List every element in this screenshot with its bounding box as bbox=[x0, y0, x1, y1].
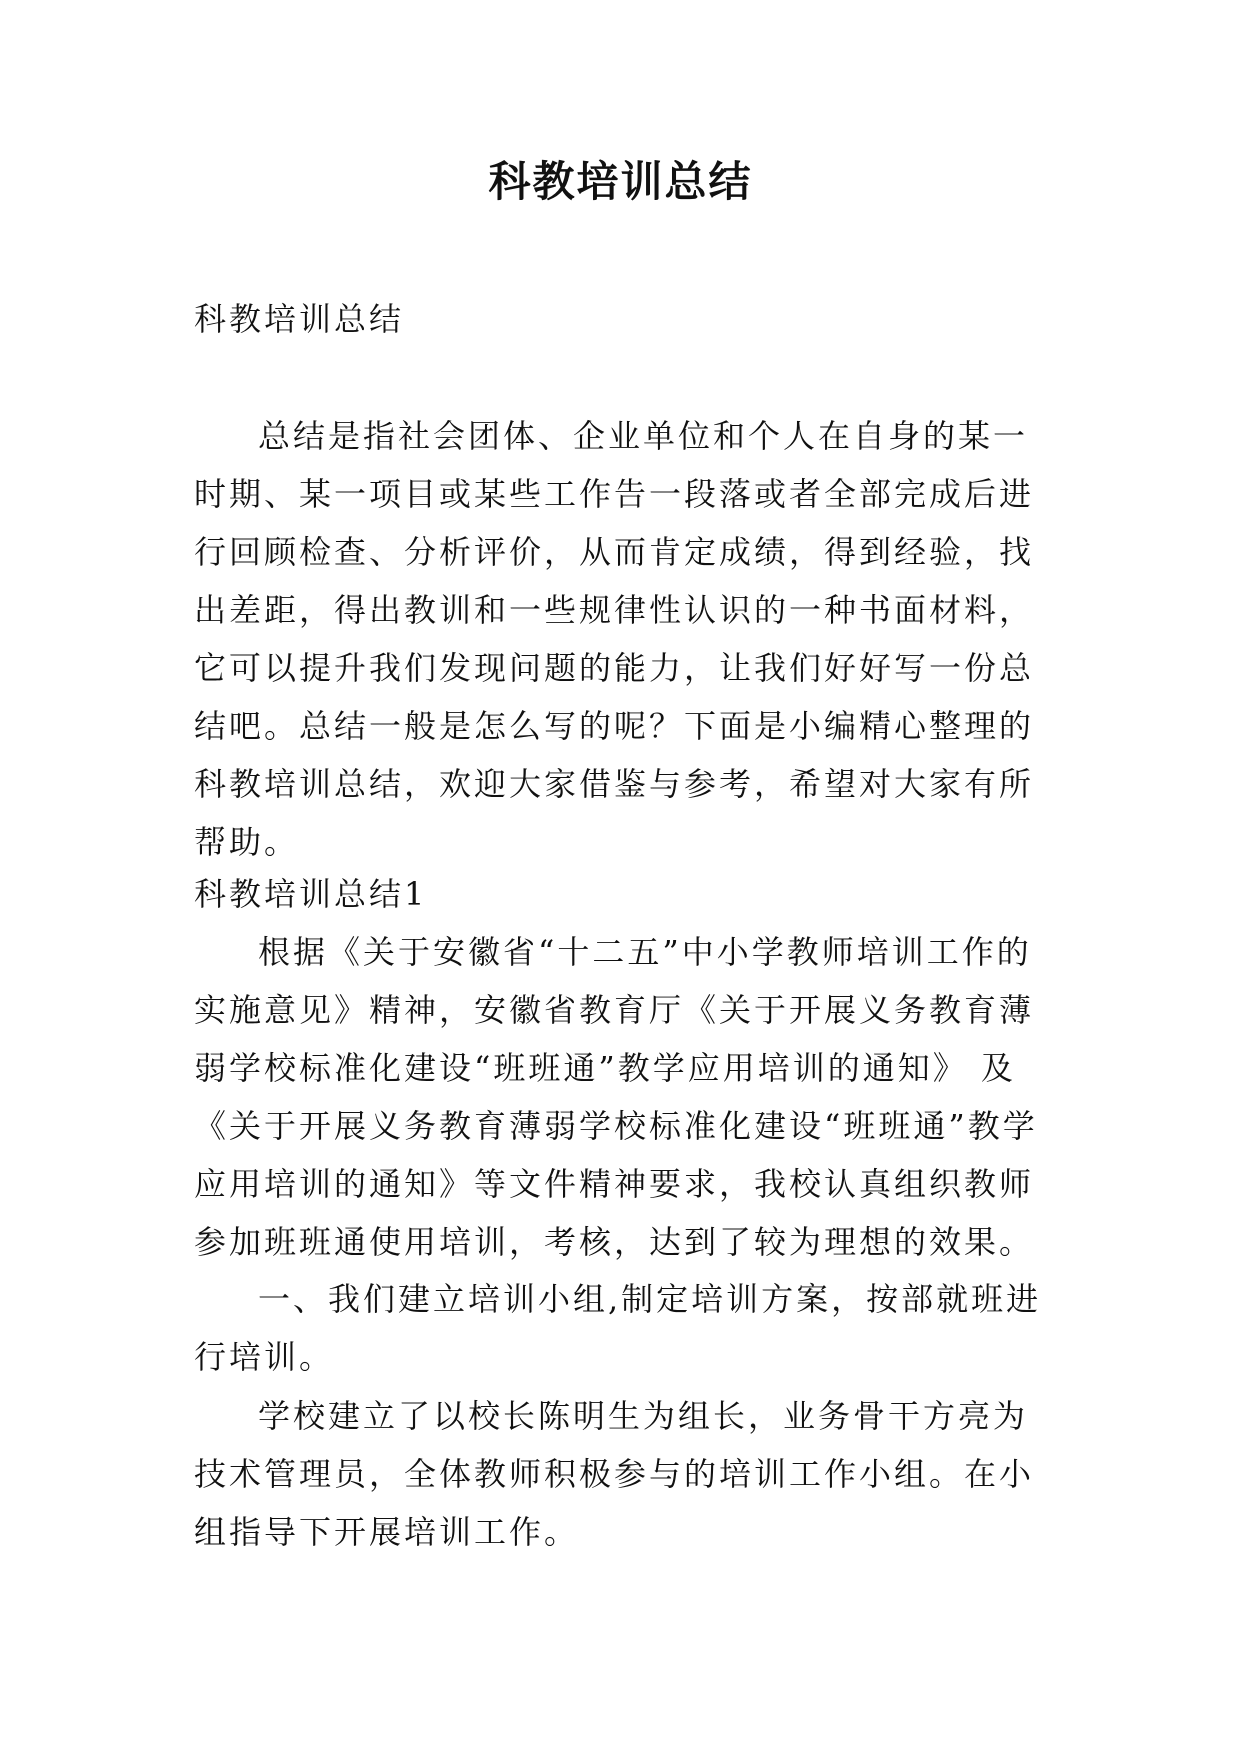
document-title: 科教培训总结 bbox=[488, 157, 753, 206]
item-paragraph: 学校建立了以校长陈明生为组长，业务骨干方亮为技术管理员，全体教师积极参与的培训工作小组。在小组指导下开展培训工作。 bbox=[194, 1397, 1035, 1551]
section-heading: 科教培训总结1 bbox=[194, 875, 428, 913]
item-heading: 一、我们建立培训小组,制定培训方案，按部就班进行培训。 bbox=[194, 1280, 1042, 1376]
document-subtitle: 科教培训总结 bbox=[194, 300, 405, 338]
intro-paragraph: 总结是指社会团体、企业单位和个人在自身的某一时期、某一项目或某些工作告一段落或者全部完成后进行回顾检查、分析评价，从而肯定成绩，得到经验，找出差距，得出教训和一些规律性认识的一种书面材料，它可以提升我们发现问题的能力，让我们好好写一份总结吧。总结一般是怎么写的呢？下面是小编精心整理的科教培训总结，欢迎大家借鉴与参考，希望对大家有所帮助。 bbox=[194, 417, 1035, 861]
section-paragraph: 根据《关于安徽省“十二五”中小学教师培训工作的实施意见》精神，安徽省教育厅《关于开展义务教育薄弱学校标准化建设“班班通”教学应用培训的通知》 及《关于开展义务教育薄弱学校标准化建设“班班通”教学应用培训的通知》等文件精神要求，我校认真组织教师参加班班通使用培训，考核，达到了较为理想的效果。 bbox=[194, 933, 1038, 1261]
